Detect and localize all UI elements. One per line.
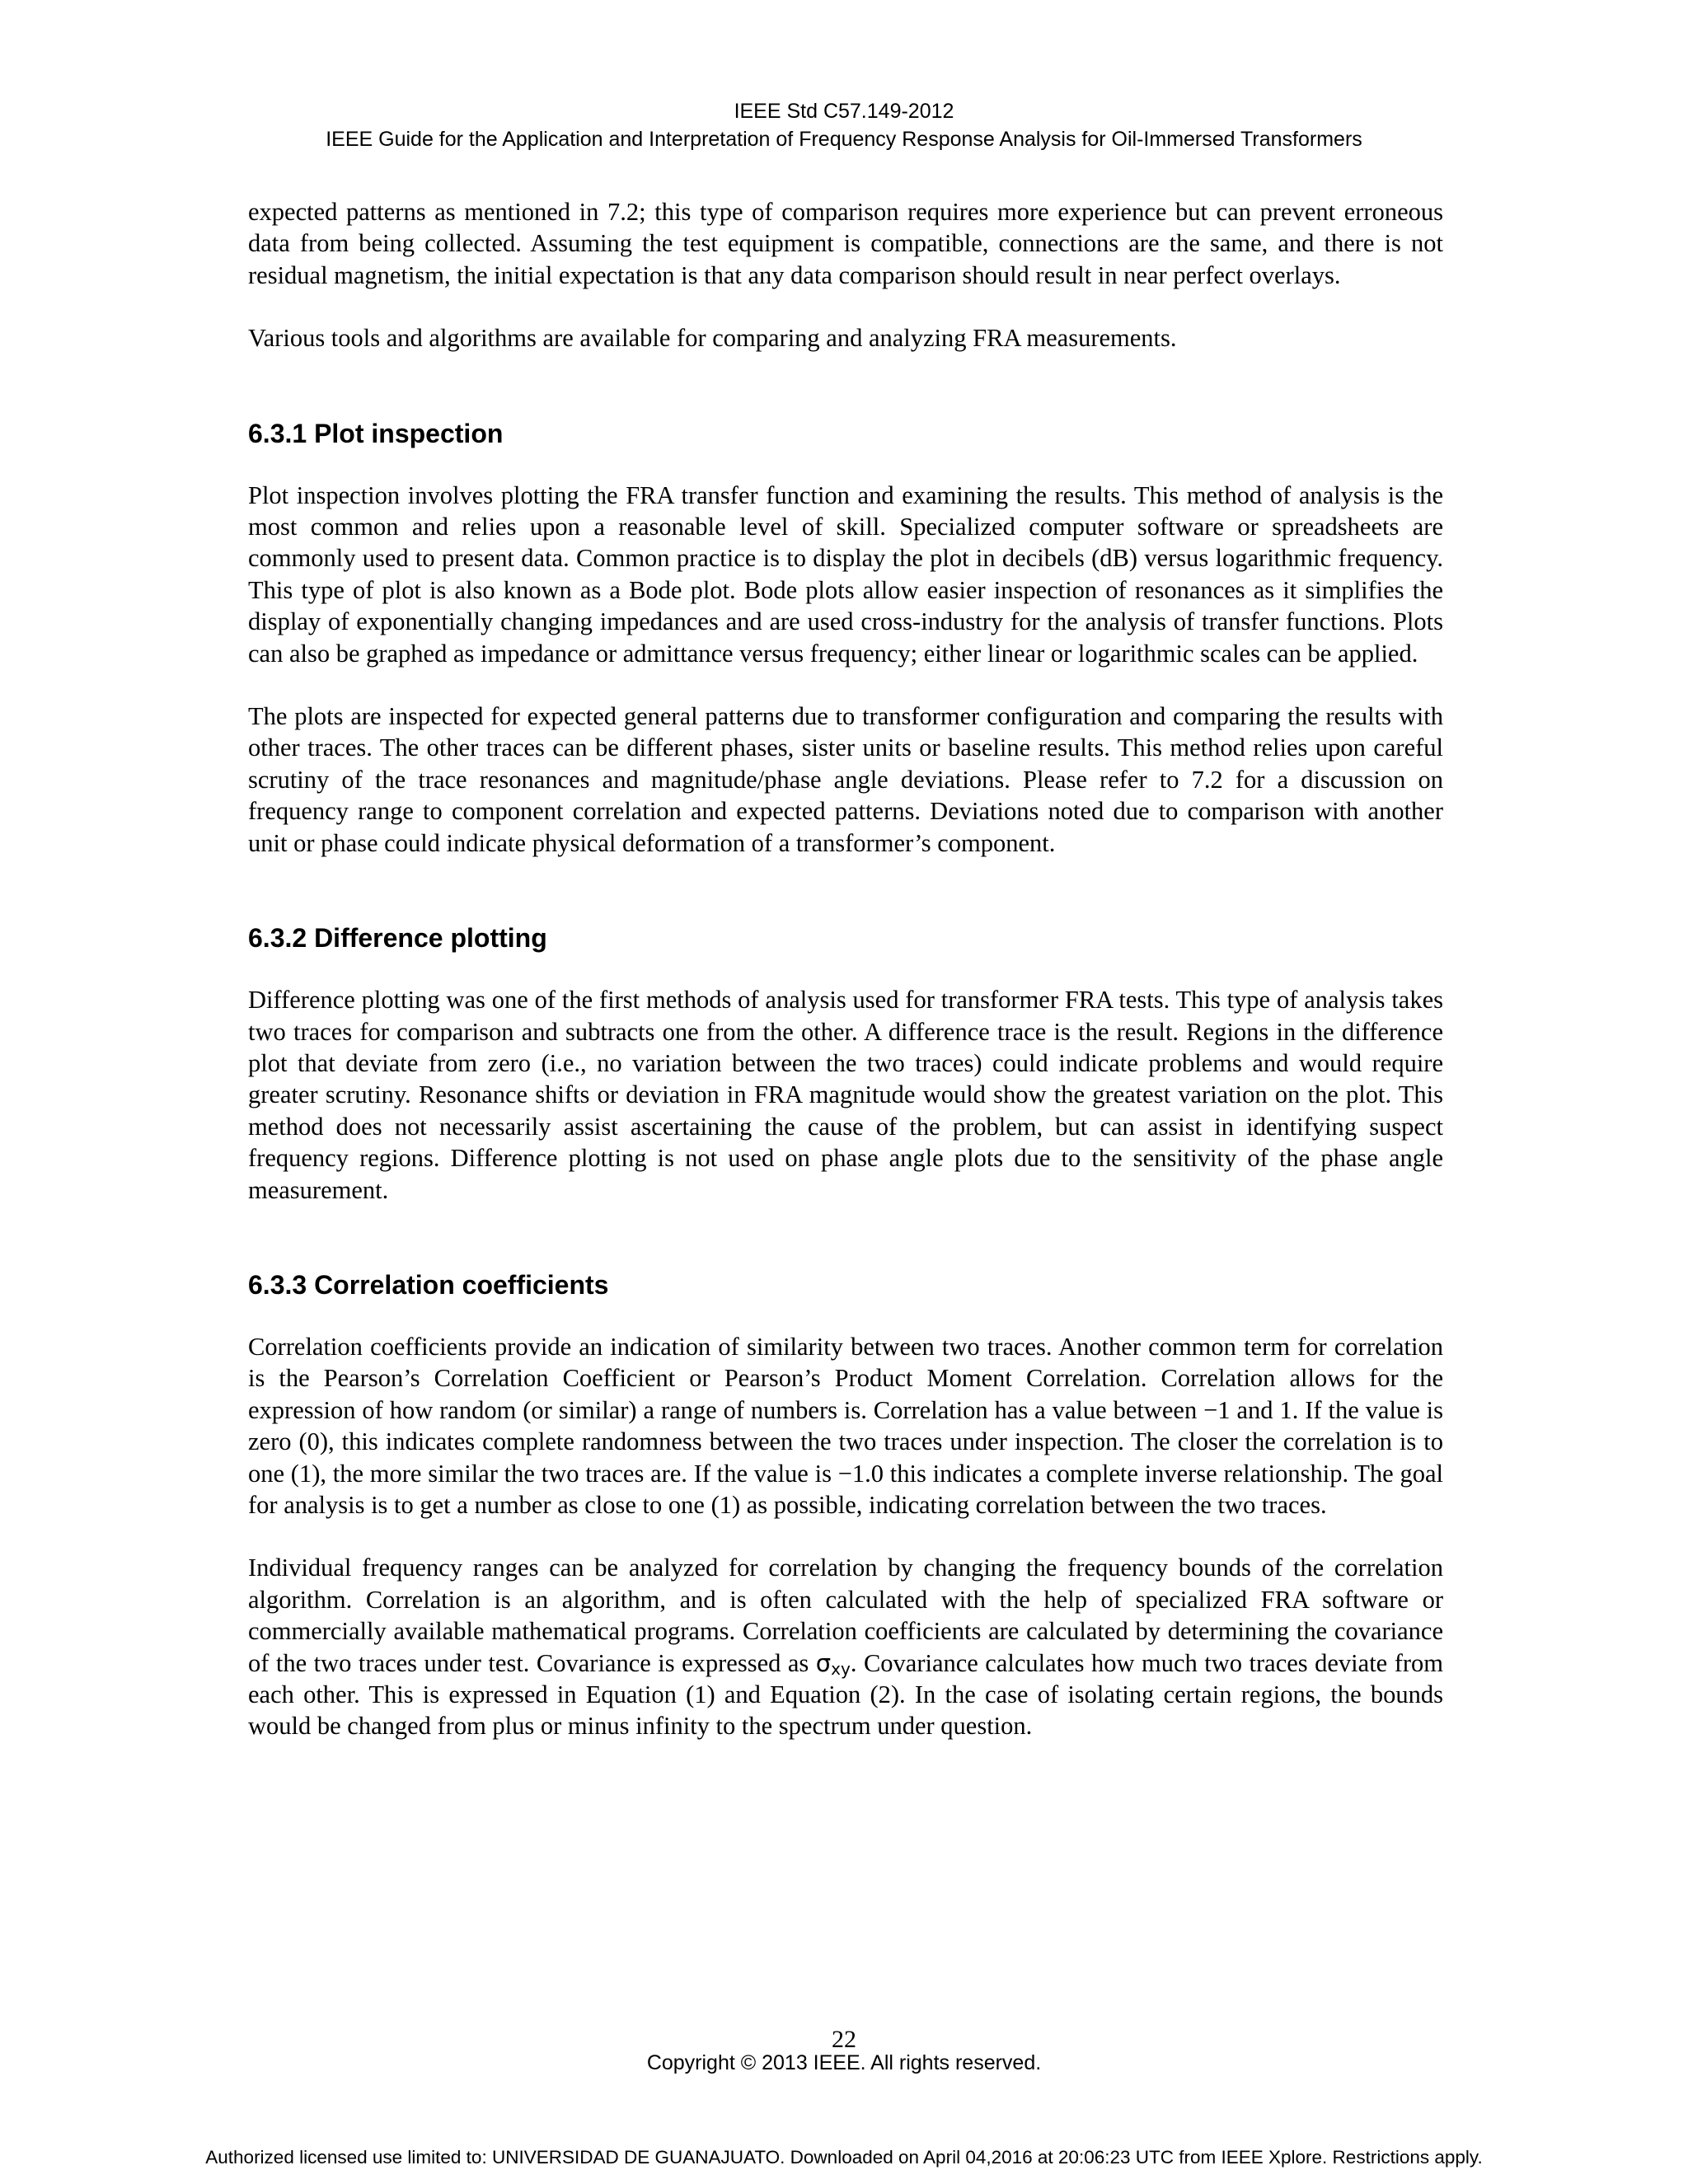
section-heading-plot-inspection: 6.3.1 Plot inspection xyxy=(248,418,504,448)
page-number: 22 xyxy=(832,2026,856,2053)
paragraph-intro-tools: Various tools and algorithms are available for comparing and analyzing FRA measurements. xyxy=(248,324,1177,353)
correlation-text-before-symbol: Individual frequency ranges can be analyzed for correlation by changing the frequency bounds of the correlation algorithm. Correlation is an algorithm, and is often calculated with the help of specialized FRA software or commercially available mathematical programs. Correlation coefficients are calculated by determining the covariance of the two traces under test. Covariance is expressed as xyxy=(248,1554,1443,1677)
paragraph-intro-continuation: expected patterns as mentioned in 7.2; this type of comparison requires more experience but can prevent erroneous data from being collected. Assuming the test equipment is compatible, connections are the same, and there is not residual magnetism, the initial expectation is that any data comparison should result in near perfect overlays. xyxy=(248,198,1443,289)
header-guide-title: IEEE Guide for the Application and Interpretation of Frequency Response Analysis for Oil-Immersed Transformers xyxy=(326,128,1362,151)
paragraph-plot-inspection-1: Plot inspection involves plotting the FRA transfer function and examining the results. This method of analysis is the most common and relies upon a reasonable level of skill. Specialized computer software or spreadsheets are commonly used to present data. Common practice is to display the plot in decibels (dB) versus logarithmic frequency. This type of plot is also known as a Bode plot. Bode plots allow easier inspection of resonances as it simplifies the display of exponentially changing impedances and are used cross-industry for the analysis of transfer functions. Plots can also be graphed as impedance or admittance versus frequency; either linear or logarithmic scales can be applied. xyxy=(248,480,1443,668)
paragraph-correlation-1: Correlation coefficients provide an indication of similarity between two traces. Another common term for correlation is the Pearson’s Correlation Coefficient or Pearson’s Product Moment Correlation. Correlation allows for the expression of how random (or similar) a range of numbers is. Correlation has a value between −1 and 1. If the value is zero (0), this indicates complete randomness between the two traces under inspection. The closer the correlation is to one (1), the more similar the two traces are. If the value is −1.0 this indicates a complete inverse relationship. The goal for analysis is to get a number as close to one (1) as possible, indicating correlation between the two traces. xyxy=(248,1332,1443,1519)
paragraph-difference-plotting: Difference plotting was one of the first methods of analysis used for transformer FRA tests. This type of analysis takes two traces for comparison and subtracts one from the other. A difference trace is the result. Regions in the difference plot that deviate from zero (i.e., no variation between the two traces) could indicate problems and would require greater scrutiny. Resonance shifts or deviation in FRA magnitude would show the greatest variation on the plot. This method does not necessarily assist ascertaining the cause of the problem, but can assist in identifying suspect frequency regions. Difference plotting is not used on phase angle plots due to the sensitivity of the phase angle measurement. xyxy=(248,986,1443,1204)
section-heading-correlation-coefficients: 6.3.3 Correlation coefficients xyxy=(248,1269,609,1300)
covariance-symbol: σ xyxy=(815,1648,832,1677)
section-heading-difference-plotting: 6.3.2 Difference plotting xyxy=(248,923,547,954)
copyright-notice: Copyright © 2013 IEEE. All rights reserved. xyxy=(646,2051,1042,2074)
paragraph-plot-inspection-2: The plots are inspected for expected general patterns due to transformer configuration and comparing the results with other traces. The other traces can be different phases, sister units or baseline results. This method relies upon careful scrutiny of the trace resonances and magnitude/phase angle deviations. Please refer to 7.2 for a discussion on frequency range to component correlation and expected patterns. Deviations noted due to comparison with another unit or phase could indicate physical deformation of a transformer’s component. xyxy=(248,702,1443,857)
paragraph-correlation-2 xyxy=(248,1552,1443,1741)
covariance-subscript: xy xyxy=(831,1658,851,1679)
running-header xyxy=(0,97,1688,153)
correlation-text-after-symbol: . Covariance calculates how much two traces deviate from each other. This is expressed in Equation (1) and Equation (2). In the case of isolating certain regions, the bounds would be changed from plus or minus infinity to the spectrum under question. xyxy=(248,1648,1443,1741)
license-notice: Authorized licensed use limited to: UNIVERSIDAD DE GUANAJUATO. Downloaded on April 04,2016 at 20:06:23 UTC from IEEE Xplore. Restrictions apply. xyxy=(205,2147,1483,2168)
header-standard-number: IEEE Std C57.149-2012 xyxy=(734,100,954,123)
document-body xyxy=(248,196,1443,1774)
